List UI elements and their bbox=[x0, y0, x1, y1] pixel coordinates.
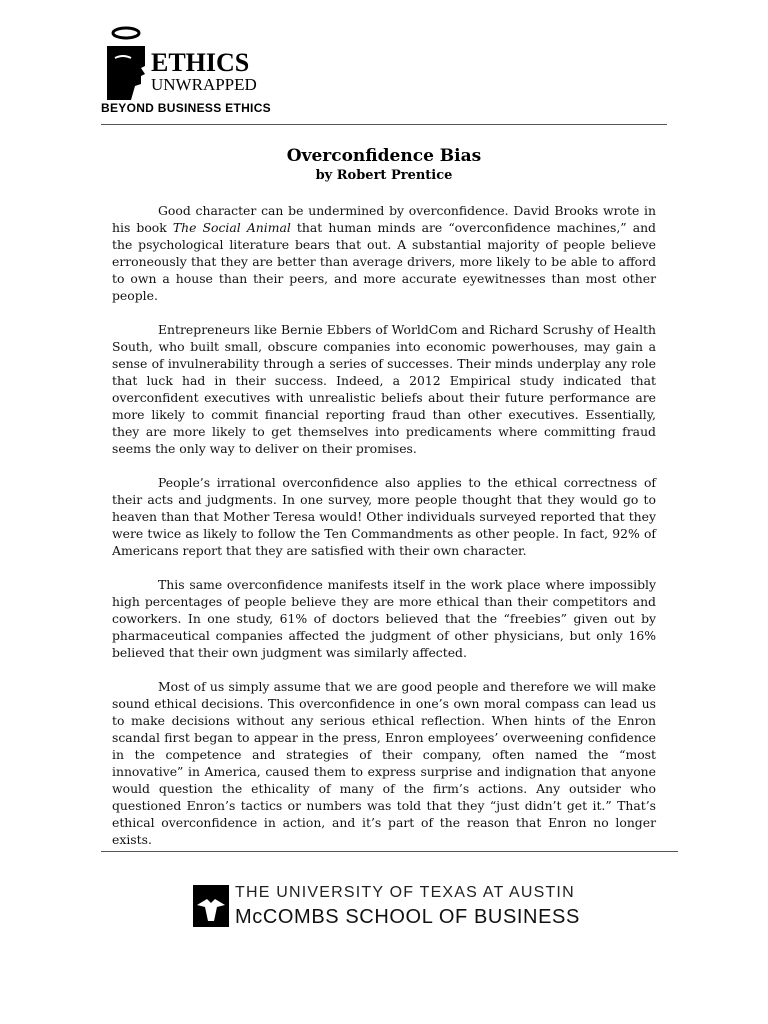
logo-text-unwrapped: UNWRAPPED bbox=[151, 75, 257, 94]
footer-school-name: McCOMBS SCHOOL OF BUSINESS bbox=[235, 906, 580, 928]
paragraph-4: This same overconfidence manifests itself in the work place where impossibly high percentages of people believe they are more ethical than their competitors and coworkers. In one study, 61% of doctors believed that the “freebies” given out by pharmaceutical companies affected the judgment of other physicians, but only 16% believed that their own judgment was similarly affected. bbox=[112, 577, 656, 660]
mccombs-footer-logo bbox=[193, 883, 593, 933]
article-body bbox=[112, 202, 656, 865]
paragraph-1: Good character can be undermined by overconfidence. David Brooks wrote in his book The Social Animal that human minds are “overconfidence machines,” and the psychological literature bears that out. A substantial majority of people believe erroneously that they are better than average drivers, more likely to be able to afford to own a house than their peers, and more accurate eyewitnesses than most other people. bbox=[112, 203, 656, 303]
paragraph-3: People’s irrational overconfidence also applies to the ethical correctness of their acts and judgments. In one survey, more people thought that they would go to heaven than that Mother Teresa would! Other individuals surveyed reported that they were twice as likely to follow the Ten Commandments as other people. In fact, 92% of Americans report that they are satisfied with their own character. bbox=[112, 475, 656, 558]
ethics-unwrapped-logo bbox=[101, 24, 281, 124]
paragraph-5: Most of us simply assume that we are good people and therefore we will make sound ethical decisions. This overconfidence in one’s own moral compass can lead us to make decisions without any serious ethical reflection. When hints of the Enron scandal first began to appear in the press, Enron employees’ overweening confidence in the competence and strategies of their company, often named the “most innovative” in America, caused them to express surprise and indignation that anyone would question the ethicality of many of the firm’s actions. Any outsider who questioned Enron’s tactics or numbers was told that they “just didn’t get it.” That’s ethical overconfidence in action, and it’s part of the reason that Enron no longer exists. bbox=[112, 679, 656, 847]
footer-divider bbox=[101, 851, 678, 852]
article-title: Overconfidence Bias bbox=[286, 146, 482, 166]
footer-university-name: THE UNIVERSITY OF TEXAS AT AUSTIN bbox=[235, 884, 575, 901]
logo-text-ethics: ETHICS bbox=[151, 48, 250, 77]
head-silhouette-icon bbox=[101, 24, 151, 104]
article-byline: by Robert Prentice bbox=[315, 168, 453, 183]
book-title: The Social Animal bbox=[172, 220, 291, 235]
header-divider bbox=[101, 124, 667, 125]
longhorn-icon bbox=[193, 885, 229, 927]
paragraph-2: Entrepreneurs like Bernie Ebbers of WorldCom and Richard Scrushy of Health South, who built small, obscure companies into economic powerhouses, may gain a sense of invulnerability through a series of successes. Their minds underplay any role that luck had in their success. Indeed, a 2012 Empirical study indicated that overconfident executives with unrealistic beliefs about their future performance are more likely to commit financial reporting fraud than other executives. Essentially, they are more likely to get themselves into predicaments where committing fraud seems the only way to deliver on their promises. bbox=[112, 322, 656, 456]
logo-tagline: BEYOND BUSINESS ETHICS bbox=[101, 101, 271, 115]
